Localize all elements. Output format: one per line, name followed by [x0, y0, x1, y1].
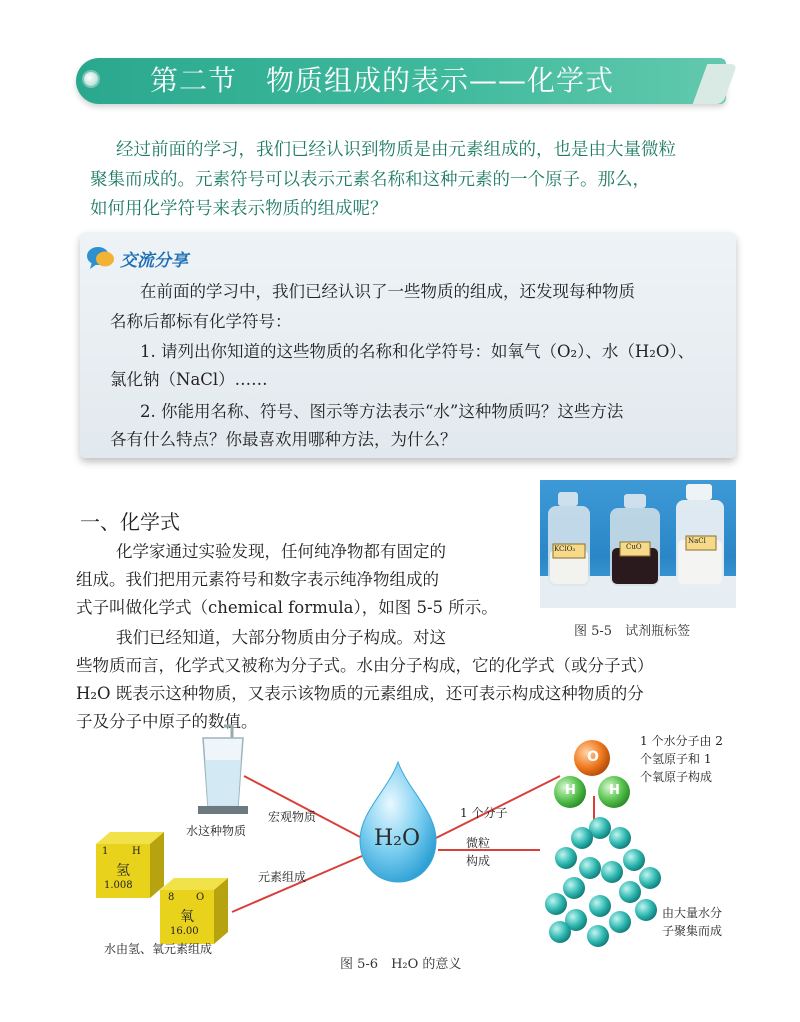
h-card-number: 1: [102, 846, 109, 857]
discussion-line-5: 2. 你能用名称、符号、图示等方法表示“水”这种物质吗？这些方法: [140, 402, 624, 421]
body-line-2: 组成。我们把用元素符号和数字表示纯净物组成的: [76, 570, 439, 589]
intro-line-3: 如何用化学符号来表示物质的组成呢？: [90, 199, 388, 219]
photo-caption: 图 5-5 试剂瓶标签: [574, 624, 691, 639]
subsection-heading: 一、化学式: [80, 510, 180, 534]
o-card-number: 8: [168, 892, 175, 903]
oxygen-atom-label: O: [587, 749, 599, 765]
body-line-7: 子及分子中原子的数值。: [76, 712, 258, 731]
figure-caption: 图 5-6 H₂O 的意义: [340, 957, 462, 972]
intro-line-2: 聚集而成的。元素符号可以表示元素名称和这种元素的一个原子。那么，: [90, 170, 650, 190]
discussion-line-6: 各有什么特点？你最喜欢用哪种方法，为什么？: [110, 430, 457, 449]
h-card-symbol: H: [132, 846, 141, 857]
body-line-6: H₂O 既表示这种物质，又表示该物质的元素组成，还可表示构成这种物质的分: [76, 684, 644, 703]
water-molecule-cluster: [545, 817, 661, 947]
o-card-mass: 16.00: [170, 926, 199, 937]
section-title: 第二节 物质组成的表示——化学式: [150, 64, 615, 97]
body-line-4: 我们已经知道，大部分物质由分子构成。对这: [116, 628, 446, 647]
micro-composition-label: 构成: [466, 854, 491, 868]
bottle-label-3: NaCl: [688, 537, 706, 545]
intro-line-1: 经过前面的学习，我们已经认识到物质是由元素组成的，也是由大量微粒: [116, 140, 676, 160]
speech-bubble-icon: [86, 244, 116, 270]
bottle-label-1: KClO₃: [554, 545, 576, 553]
macro-substance-label: 宏观物质: [268, 810, 317, 824]
aggregate-note-line-1: 由大量水分: [662, 906, 723, 920]
aggregate-note-line-2: 子聚集而成: [662, 924, 723, 938]
o-card-name: 氧: [180, 909, 194, 925]
one-molecule-label: 1 个分子: [460, 806, 508, 820]
body-line-3: 式子叫做化学式（chemical formula），如图 5-5 所示。: [76, 598, 498, 617]
h2o-formula-label: H₂O: [374, 826, 421, 851]
glass-caption: 水这种物质: [186, 824, 247, 838]
h-card-name: 氢: [116, 863, 130, 879]
micro-particle-label: 微粒: [466, 836, 491, 850]
discussion-line-3: 1. 请列出你知道的这些物质的名称和化学符号：如氧气（O₂）、水（H₂O）、: [140, 342, 695, 361]
water-glass-icon: [198, 726, 248, 814]
molecule-note-line-2: 个氢原子和 1: [640, 752, 712, 766]
bottle-label-2: CuO: [626, 543, 642, 551]
elements-caption: 水由氢、氧元素组成: [104, 942, 213, 956]
discussion-title: 交流分享: [120, 251, 188, 271]
h-card-mass: 1.008: [104, 880, 133, 891]
banner-bullet-icon: [84, 72, 98, 86]
hydrogen-atom-label-right: H: [609, 783, 620, 798]
element-composition-label: 元素组成: [258, 870, 307, 884]
hydrogen-atom-label-left: H: [565, 783, 576, 798]
body-line-5: 些物质而言，化学式又被称为分子式。水由分子构成，它的化学式（或分子式）: [76, 656, 654, 675]
discussion-line-4: 氯化钠（NaCl）……: [110, 370, 268, 389]
body-line-1: 化学家通过实验发现，任何纯净物都有固定的: [116, 542, 446, 561]
reagent-bottles-photo: [540, 480, 736, 608]
discussion-line-1: 在前面的学习中，我们已经认识了一些物质的组成，还发现每种物质: [140, 282, 635, 301]
discussion-line-2: 名称后都标有化学符号：: [110, 312, 292, 331]
molecule-note-line-3: 个氧原子构成: [640, 770, 713, 784]
molecule-note-line-1: 1 个水分子由 2: [640, 734, 723, 748]
o-card-symbol: O: [196, 892, 205, 903]
